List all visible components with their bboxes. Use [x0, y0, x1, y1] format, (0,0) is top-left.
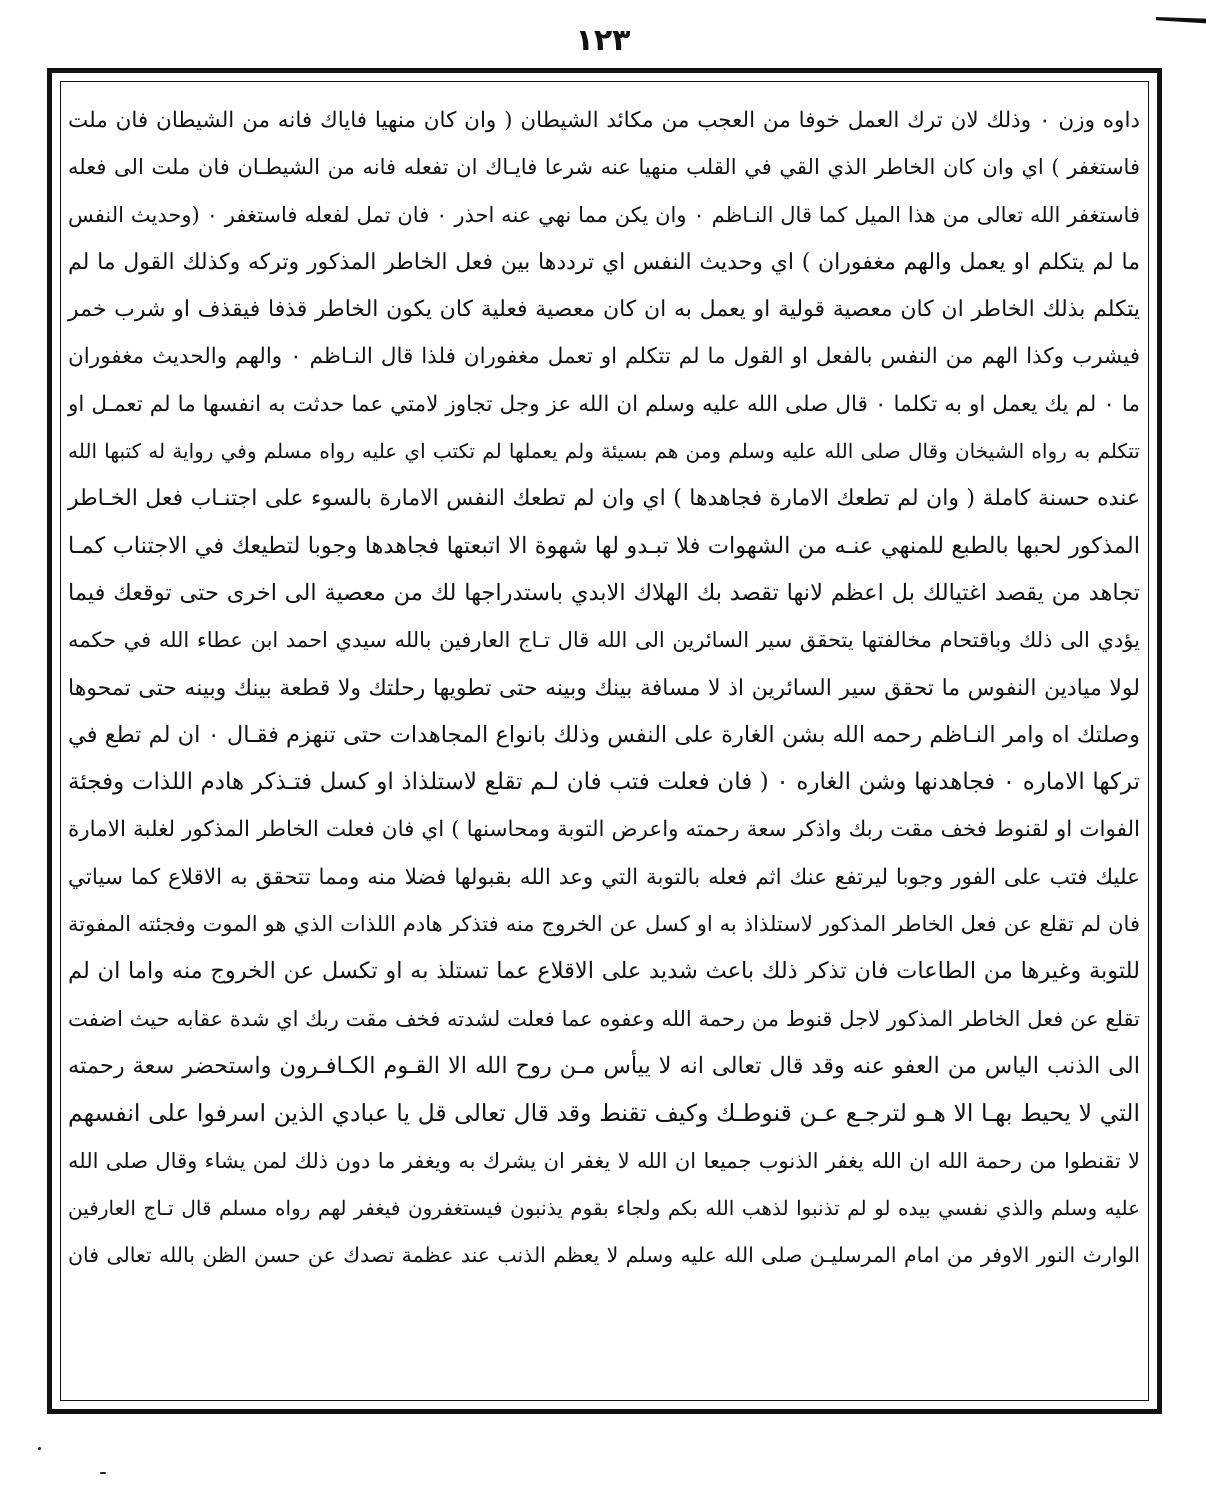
- text-line: يؤدي الى ذلك وباقتحام مخالفتها يتحقق سير السائرين الى الله قال تـاج العارفين بالله سيدي احمد ابن عطاء الله في حكمه: [68, 628, 1140, 653]
- text-line: عنده حسنة كاملة ( وان لم تطعك الامارة فجاهدها ) اي وان لم تطعك النفس الامارة بالسوء على اجتنـاب فعل الخـاطر: [68, 486, 1140, 512]
- text-line: فاستغفر ) اي وان كان الخاطر الذي القي في القلب منهيا عنه شرعا فايـاك ان تفعله فانه من الشيطـان فان ملت الى فعله: [68, 155, 1140, 180]
- text-line: وصلتك اه وامر النـاظم رحمه الله بشن الغارة على النفس وذلك بانواع المجاهدات حتى تنهزم فقـال ٠ ان لم تطع في: [68, 721, 1141, 748]
- text-line: تركها الاماره ٠ فجاهدنها وشن الغاره ٠ ( فان فعلت فتب فان لـم تقلع لاستلذاذ او كسل فتـذكر هادم اللذات وفجئة: [68, 769, 1140, 796]
- text-line: تجاهد من يقصد اغتيالك بل اعظم لانها تقصد بك الهلاك الابدي باستدراجها لك من معصية الى اخرى حتى توقعك فيما: [68, 579, 1140, 606]
- text-line: المذكور لحبها بالطبع للمنهي عنـه من الشهوات فلا تبـدو لها شهوة الا اتبعتها فجاهدها وجوبا لتطيعك في الاجتناب كمـا: [68, 532, 1140, 559]
- text-line: لولا ميادين النفوس ما تحقق سير السائرين اذ لا مسافة بينك وبينه حتى تطويها رحلتك ولا قطعة بينك وبينه حتى تمحوها: [68, 675, 1140, 701]
- text-line: الى الذنب الياس من العفو عنه وقد قال تعالى انه لا ييأس مـن روح الله الا القـوم الكـافـرون واستحضر سعة رحمته: [68, 1052, 1140, 1079]
- text-line: عليك فتب على الفور وجوبا ليرتفع عنك اثم فعله بالتوبة التي وعد الله بقبولها فضلا منه ومما تتحقق به الاقلاع كما سياتي: [68, 864, 1140, 890]
- text-line: فاستغفر الله تعالى من هذا الميل كما قال النـاظم ٠ وان يكن مما نهي عنه احذر ٠ فان تمل لفعله فاستغفر ٠ (وحديث النفس: [68, 202, 1140, 227]
- text-line: فيشرب وكذا الهم من النفس بالفعل او القول ما لم تتكلم او تعمل مغفوران فلذا قال النـاظم ٠ والهم والحديث مغفوران: [68, 344, 1141, 370]
- scan-speck: [38, 1447, 41, 1450]
- text-line: يتكلم بذلك الخاطر ان كان معصية قولية او يعمل به ان كان معصية فعلية كان يكون الخاطر قذفا فيقذف او شرب خمر: [68, 297, 1140, 323]
- text-line: للتوبة وغيرها من الطاعات فان تذكر ذلك باعث شديد على الاقلاع عما تستلذ به او تكسل عن الخروج منه واما ان لم: [68, 958, 1140, 985]
- text-line: فان لم تقلع عن فعل الخاطر المذكور لاستلذاذ به او كسل عن الخروج منه فتذكر هادم اللذات الذي هو الموت وفجئته المفوتة: [68, 912, 1140, 937]
- text-body: [64, 97, 1144, 1279]
- text-line: تتكلم به رواه الشيخان وقال صلى الله عليه وسلم ومن هم بسيئة ولم يعملها لم تكتب اي عليه رواه مسلم وفي رواية له كتبها الله: [68, 439, 1140, 464]
- text-line: عليه وسلم والذي نفسي بيده لو لم تذنبوا لذهب الله بكم ولجاء بقوم يذنبون فيستغفرون فيغفر لهم رواه مسلم قال تـاج العارفين: [68, 1195, 1140, 1220]
- text-line: داوه وزن ٠ وذلك لان ترك العمل خوفا من العجب من مكائد الشيطان ( وان كان منهيا فاياك فانه من الشيطان فان ملت: [68, 108, 1140, 133]
- text-line: الفوات او لقنوط فخف مقت ربك واذكر سعة رحمته واعرض التوبة ومحاسنها ) اي فان فعلت الخاطر المذكور لغلبة الامارة: [68, 817, 1140, 843]
- text-line: تقلع عن فعل الخاطر المذكور لاجل قنوط من رحمة الله وعفوه عما فعلت لشدته فخف مقت ربك اي شدة عقابه حيث اضفت: [68, 1006, 1140, 1031]
- text-line: ما ٠ لم يك يعمل او به تكلما ٠ قال صلى الله عليه وسلم ان الله عز وجل تجاوز لامتي عما حدثت به انفسها ما لم تعمـل او: [68, 391, 1140, 417]
- text-line: لا تقنطوا من رحمة الله ان الله يغفر الذنوب جميعا ان الله لا يغفر ان يشرك به ويغفر ما دون ذلك لمن يشاء وقال صلى الله: [68, 1148, 1140, 1173]
- scan-speck: [100, 1472, 106, 1474]
- text-line: التي لا يحيط بهـا الا هـو لترجـع عـن قنوطـك وكيف تقنط وقد قال تعالى قل يا عبادي الذين اسرفوا على انفسهم: [68, 1099, 1140, 1128]
- page-number: ١٢٣: [575, 23, 631, 58]
- text-line: الوارث النور الاوفر من امام المرسليـن صلى الله عليه وسلم لا يعظم الذنب عند عظمة تصدك عن حسن الظن بالله تعالى فان: [68, 1243, 1140, 1268]
- text-line: ما لم يتكلم او يعمل والهم مغفوران ) اي وحديث النفس اي ترددها بين فعل الخاطر المذكور وتركه وكذلك القول ما لم: [68, 249, 1140, 275]
- scan-corner-mark: [1156, 17, 1206, 25]
